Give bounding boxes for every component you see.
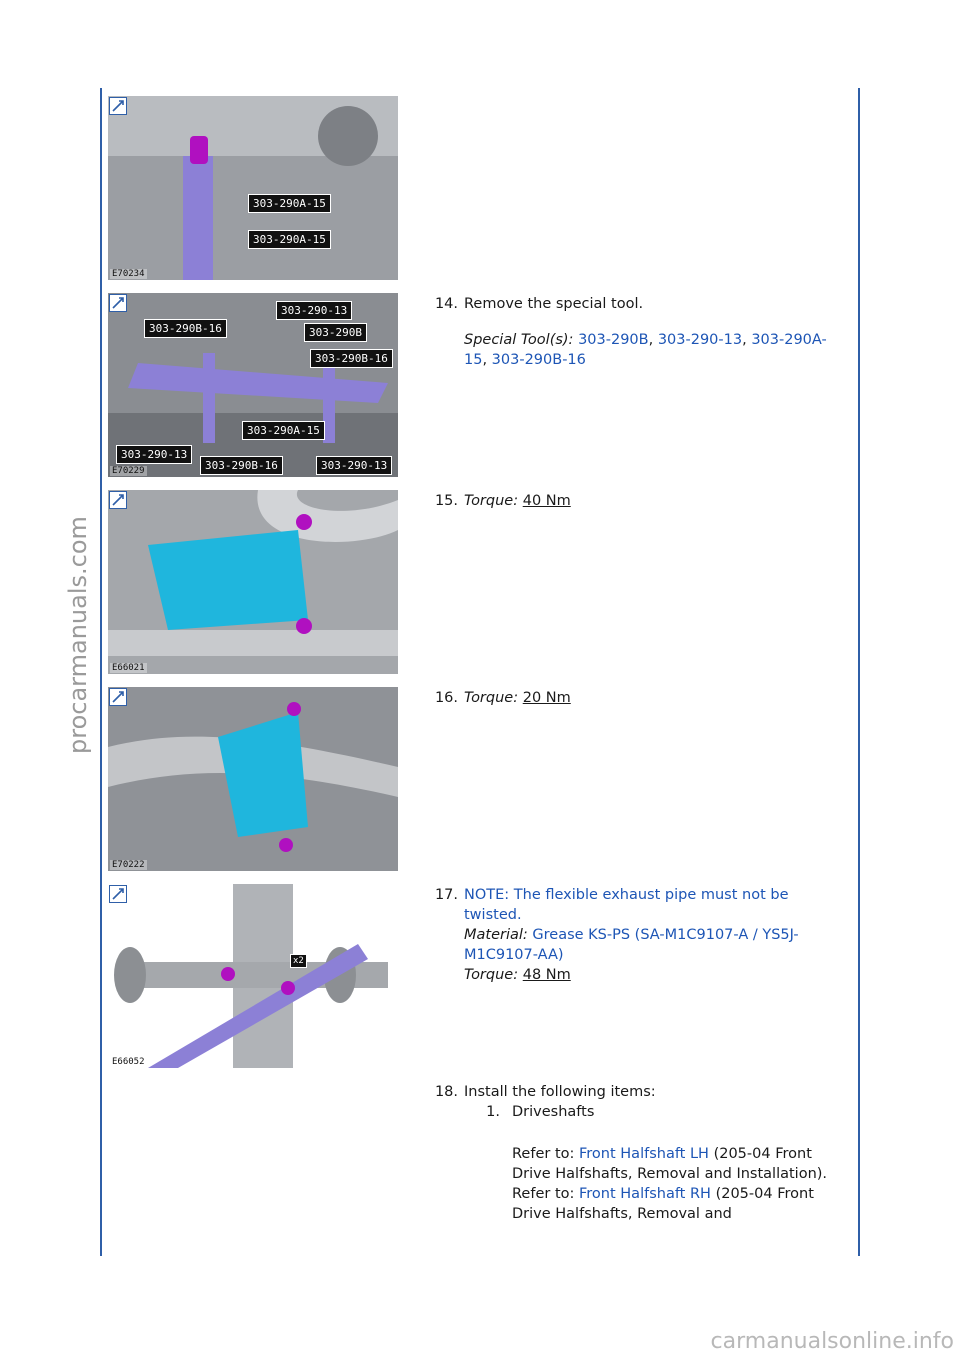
step-text: Install the following items: xyxy=(464,1084,656,1100)
figure-illustration xyxy=(108,490,398,674)
torque-label: Torque: xyxy=(464,690,519,706)
tool-link[interactable]: 303-290A-15 xyxy=(464,332,827,368)
material-label: Material: xyxy=(464,927,528,943)
ref-link-rh[interactable]: Front Halfshaft RH xyxy=(579,1186,711,1202)
tool-label: 303-290-13 xyxy=(316,456,392,475)
step-number: 18. xyxy=(434,1084,458,1100)
tool-label: 303-290A-15 xyxy=(248,230,331,249)
step-14: 14. Remove the special tool. Special Tool(s): 303-290B, 303-290-13, 303-290A-15, 303-290B-16 xyxy=(418,294,848,370)
figure-e66021 xyxy=(108,490,398,674)
figure-e70229 xyxy=(108,293,398,477)
torque-label: Torque: xyxy=(464,967,519,983)
step-number: 14. xyxy=(434,296,458,312)
material-link[interactable]: Grease KS-PS (SA-M1C9107-A / YS5J-M1C9107-AA) xyxy=(464,927,799,963)
zoom-icon[interactable] xyxy=(109,97,127,115)
watermark-left: procarmanuals.com xyxy=(64,516,92,754)
step-number: 17. xyxy=(434,887,458,903)
figure-illustration xyxy=(108,96,398,280)
sub-step-1 xyxy=(464,1102,848,1224)
ref-text: (205-04 Front Drive Halfshafts, Removal and xyxy=(512,1186,814,1222)
step-18 xyxy=(418,1082,848,1224)
tool-link[interactable]: 303-290-13 xyxy=(657,332,743,348)
figure-id: E66021 xyxy=(112,663,145,673)
tool-label: 303-290B-16 xyxy=(200,456,283,475)
figure-id: E70229 xyxy=(112,466,145,476)
tool-label: 303-290-13 xyxy=(116,445,192,464)
figure-e70234 xyxy=(108,96,398,280)
left-rule xyxy=(100,88,102,1256)
refer-label: Refer to: xyxy=(512,1186,575,1202)
refer-label: Refer to: xyxy=(512,1146,575,1162)
tool-label: 303-290A-15 xyxy=(248,194,331,213)
figure-id: E66052 xyxy=(112,1057,145,1067)
step-16 xyxy=(418,688,848,708)
step-17 xyxy=(418,885,848,985)
torque-label: Torque: xyxy=(464,493,519,509)
tool-link[interactable]: 303-290B-16 xyxy=(491,352,586,368)
tool-label: 303-290B-16 xyxy=(144,319,227,338)
figure-e70222 xyxy=(108,687,398,871)
tool-label: 303-290A-15 xyxy=(242,421,325,440)
right-rule xyxy=(858,88,860,1256)
zoom-icon[interactable] xyxy=(109,294,127,312)
step-number: 16. xyxy=(434,690,458,706)
ref-text: (205-04 Front Drive Halfshafts, Removal and Installation). xyxy=(512,1146,828,1182)
step-number: 15. xyxy=(434,493,458,509)
step-text: Remove the special tool. xyxy=(464,296,644,312)
figure-id: E70234 xyxy=(112,269,145,279)
torque-value: 20 Nm xyxy=(522,690,571,706)
tool-label: 303-290B xyxy=(304,323,367,342)
figure-id: E70222 xyxy=(112,860,145,870)
zoom-icon[interactable] xyxy=(109,491,127,509)
step-15 xyxy=(418,491,848,511)
tool-label: 303-290-13 xyxy=(276,301,352,320)
figure-illustration xyxy=(108,687,398,871)
figure-e66052 xyxy=(108,884,398,1068)
zoom-icon[interactable] xyxy=(109,885,127,903)
tool-link[interactable]: 303-290B xyxy=(578,332,649,348)
zoom-icon[interactable] xyxy=(109,688,127,706)
torque-value: 40 Nm xyxy=(522,493,571,509)
figure-illustration xyxy=(108,884,398,1068)
ref-link-lh[interactable]: Front Halfshaft LH xyxy=(579,1146,709,1162)
sub-step-text: Driveshafts xyxy=(512,1104,595,1120)
tool-label: 303-290B-16 xyxy=(310,349,393,368)
watermark-bottom: carmanualsonline.info xyxy=(710,1329,954,1354)
sub-step-number: 1. xyxy=(486,1104,500,1120)
note-text: NOTE: The flexible exhaust pipe must not be twisted. xyxy=(464,887,789,923)
special-tools-label: Special Tool(s): xyxy=(464,332,574,348)
quantity-label: x2 xyxy=(290,954,307,968)
torque-value: 48 Nm xyxy=(522,967,571,983)
